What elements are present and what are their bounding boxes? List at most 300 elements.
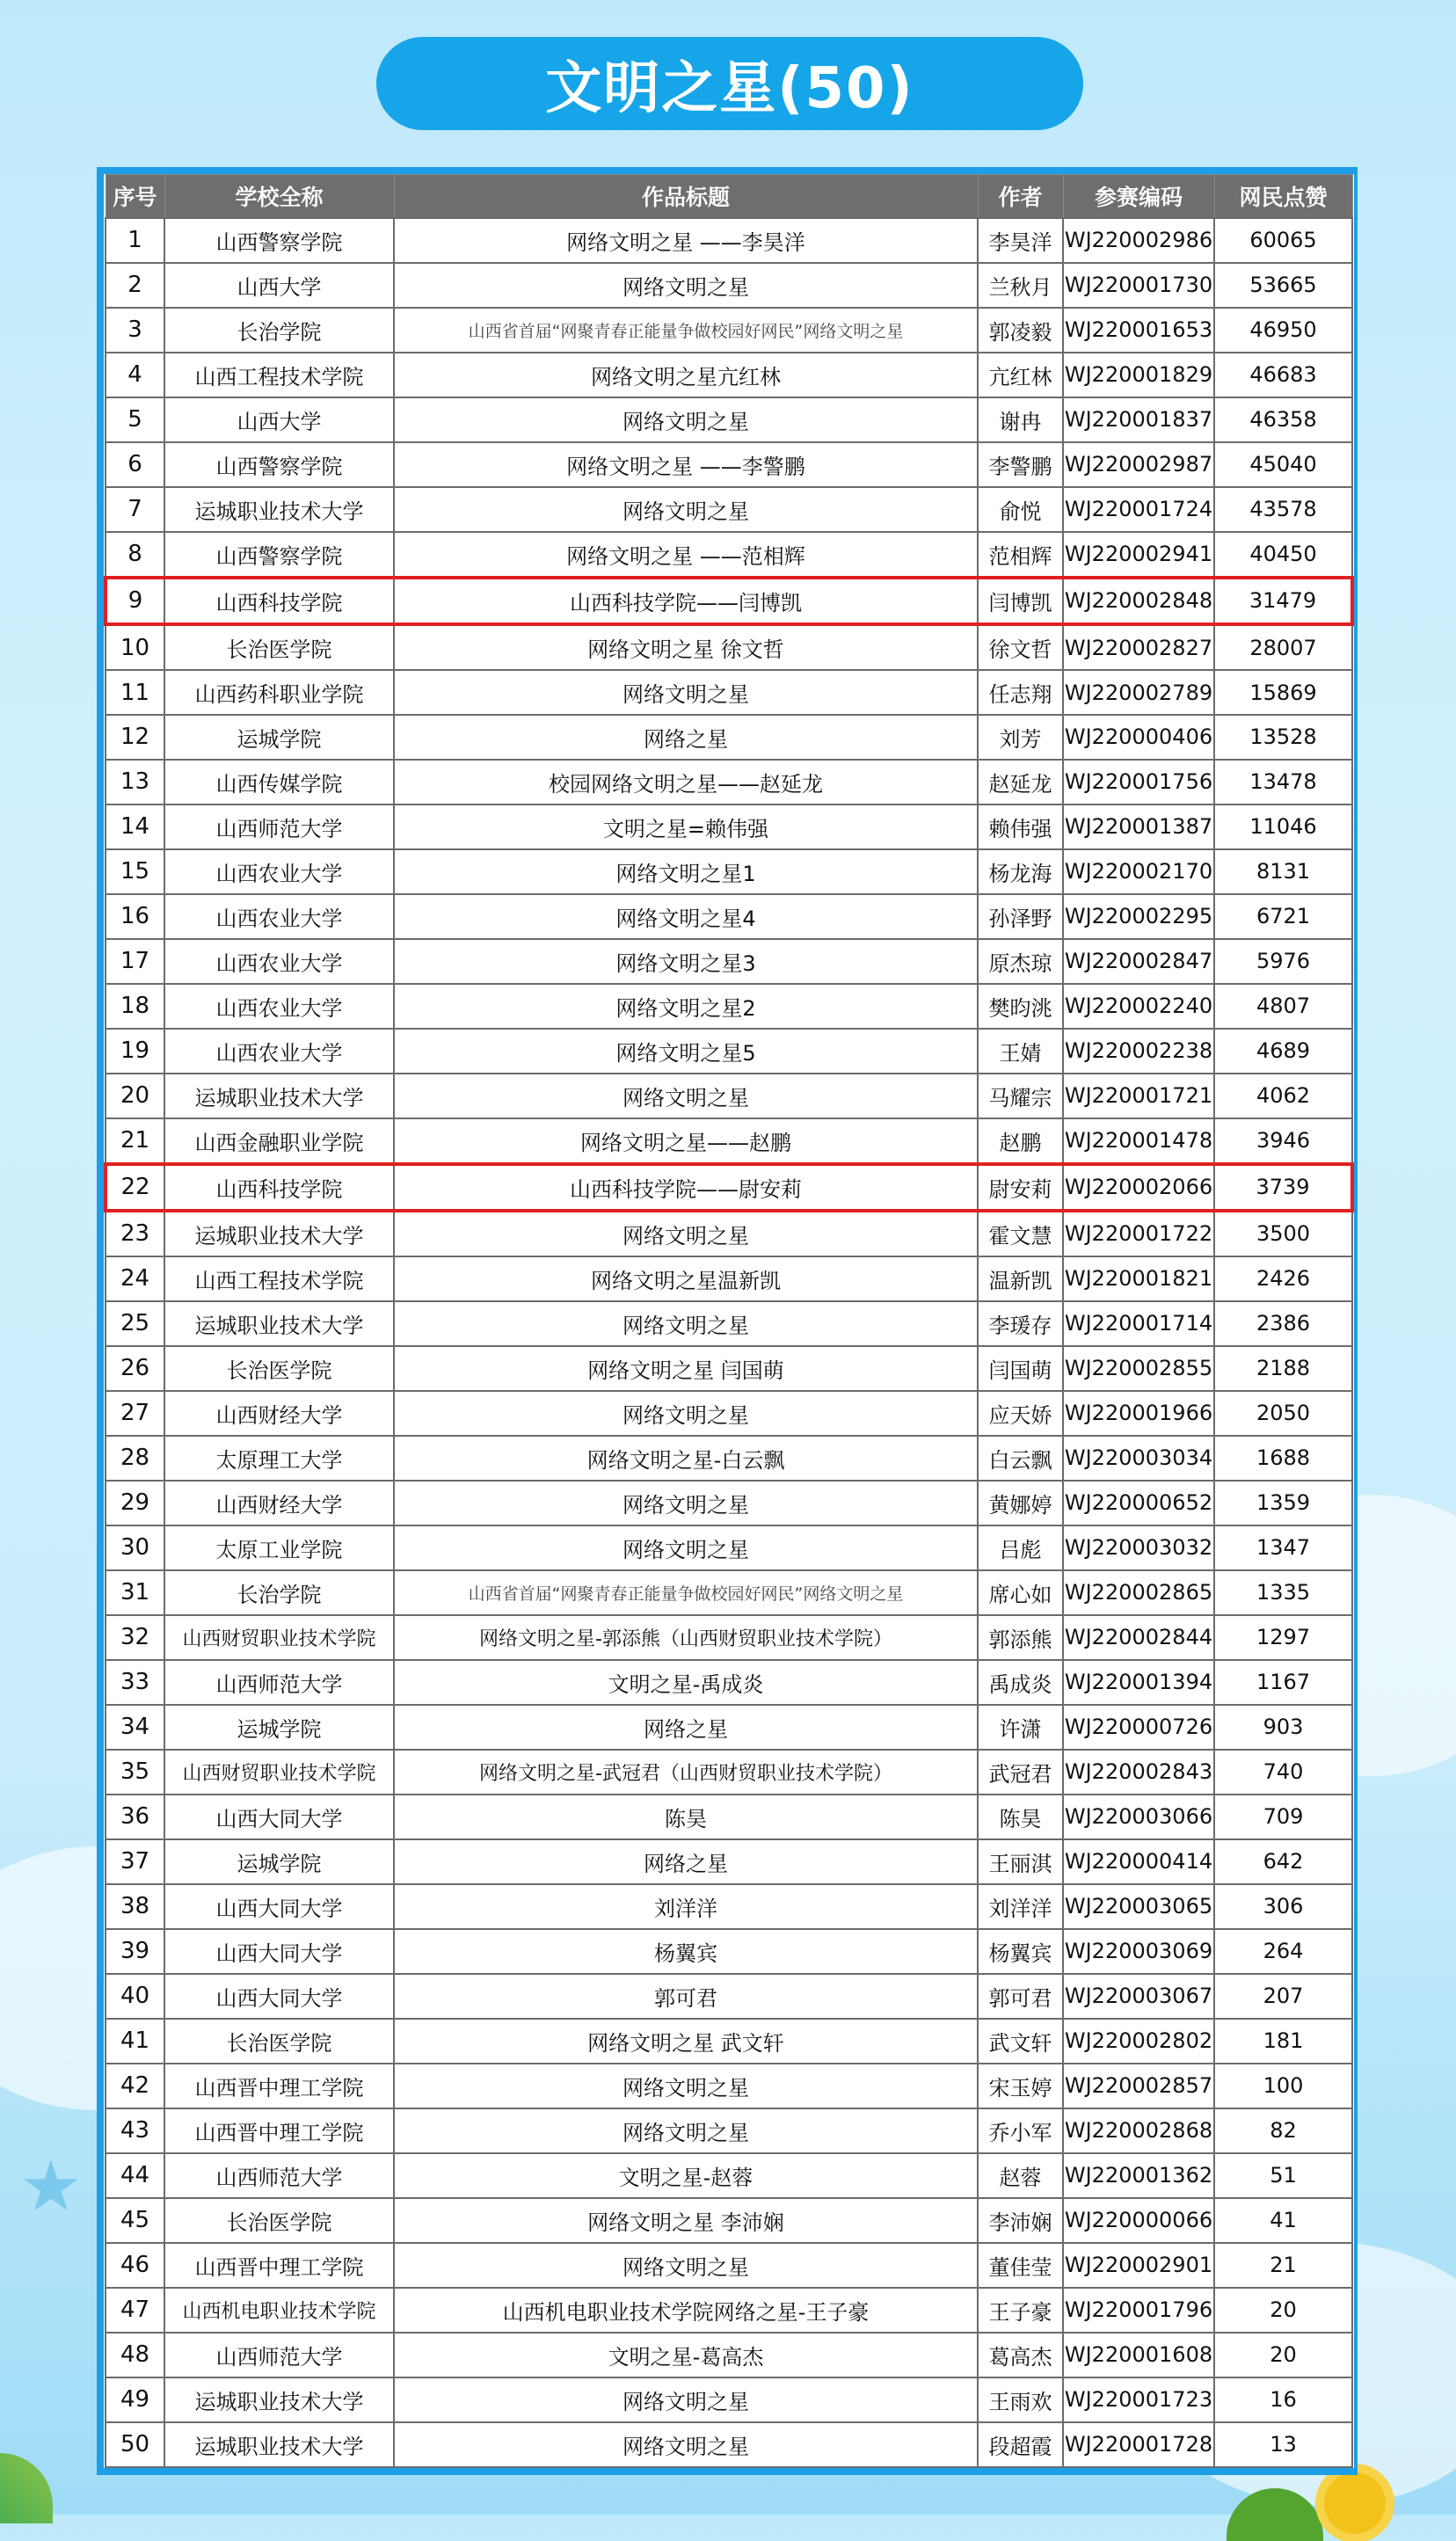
cell-no: 42 [106,2064,164,2108]
cell-no: 48 [106,2333,164,2377]
table-row [106,1211,1352,1256]
cell-school: 运城职业技术大学 [164,1074,394,1118]
cell-title: 网络文明之星 [394,1074,978,1118]
cell-likes: 53665 [1214,263,1352,308]
cell-likes: 2426 [1214,1256,1352,1301]
cell-school: 山西警察学院 [164,218,394,263]
cell-school: 太原理工大学 [164,1436,394,1481]
cell-school: 山西师范大学 [164,805,394,849]
cell-author: 段超霞 [978,2422,1063,2467]
table-row [106,442,1352,487]
cell-likes: 4689 [1214,1029,1352,1074]
header-no: 序号 [106,175,164,219]
cell-title: 网络文明之星5 [394,1029,978,1074]
table-row [106,624,1352,670]
cell-author: 王雨欢 [978,2377,1063,2422]
cell-code: WJ220002789 [1063,670,1214,715]
cell-likes: 100 [1214,2064,1352,2108]
cell-title: 网络文明之星 ——范相辉 [394,532,978,578]
cell-no: 31 [106,1570,164,1615]
cell-title: 文明之星-赵蓉 [394,2153,978,2198]
cell-title: 网络文明之星-白云飘 [394,1436,978,1481]
cell-code: WJ220002295 [1063,894,1214,939]
cell-school: 长治医学院 [164,1346,394,1391]
cell-school: 山西大同大学 [164,1974,394,2019]
table-row [106,1974,1352,2019]
cell-school: 山西财经大学 [164,1481,394,1525]
cell-author: 郭凌毅 [978,308,1063,353]
table-row [106,1301,1352,1346]
cell-school: 运城职业技术大学 [164,1211,394,1256]
cell-no: 27 [106,1391,164,1436]
cell-title: 网络文明之星 [394,263,978,308]
cell-code: WJ220002986 [1063,218,1214,263]
cell-school: 太原工业学院 [164,1525,394,1570]
cell-code: WJ220001730 [1063,263,1214,308]
cell-no: 33 [106,1660,164,1705]
cell-likes: 4807 [1214,984,1352,1029]
cell-title: 网络文明之星 [394,670,978,715]
cell-title: 网络文明之星-郭添熊（山西财贸职业技术学院） [394,1615,978,1660]
cell-code: WJ220001387 [1063,805,1214,849]
table-body [106,218,1352,2467]
cell-code: WJ220002941 [1063,532,1214,578]
cell-code: WJ220001478 [1063,1118,1214,1164]
table-row [106,1660,1352,1705]
table-row [106,1839,1352,1884]
cell-likes: 13478 [1214,760,1352,805]
cell-school: 山西财贸职业技术学院 [164,1615,394,1660]
cell-school: 山西师范大学 [164,2333,394,2377]
cell-likes: 1688 [1214,1436,1352,1481]
cell-no: 14 [106,805,164,849]
table-row [106,2377,1352,2422]
cell-likes: 181 [1214,2019,1352,2064]
cell-school: 山西金融职业学院 [164,1118,394,1164]
cell-no: 5 [106,397,164,442]
table-row [106,760,1352,805]
cell-school: 山西机电职业技术学院 [164,2288,394,2333]
cell-school: 山西工程技术学院 [164,353,394,397]
cell-code: WJ220000406 [1063,715,1214,760]
cell-author: 温新凯 [978,1256,1063,1301]
cell-author: 任志翔 [978,670,1063,715]
cell-school: 山西农业大学 [164,1029,394,1074]
table-row [106,532,1352,578]
cell-code: WJ220001756 [1063,760,1214,805]
cell-school: 长治学院 [164,308,394,353]
cell-school: 山西警察学院 [164,442,394,487]
cell-school: 山西农业大学 [164,849,394,894]
cell-author: 王子豪 [978,2288,1063,2333]
cell-title: 网络文明之星1 [394,849,978,894]
cell-title: 网络之星 [394,715,978,760]
cell-author: 闫国萌 [978,1346,1063,1391]
cell-code: WJ220001829 [1063,353,1214,397]
cell-author: 原杰琼 [978,939,1063,984]
cell-no: 24 [106,1256,164,1301]
table-row [106,1795,1352,1839]
cell-likes: 3946 [1214,1118,1352,1164]
cell-likes: 15869 [1214,670,1352,715]
cell-title: 刘洋洋 [394,1884,978,1929]
cell-likes: 740 [1214,1750,1352,1795]
cell-code: WJ220002901 [1063,2243,1214,2288]
cell-author: 刘芳 [978,715,1063,760]
cell-likes: 306 [1214,1884,1352,1929]
cell-author: 陈昊 [978,1795,1063,1839]
cell-author: 杨龙海 [978,849,1063,894]
cell-school: 山西大同大学 [164,1884,394,1929]
cell-title: 网络文明之星 [394,1391,978,1436]
cell-title: 山西省首届“网聚青春正能量争做校园好网民”网络文明之星 [394,308,978,353]
cell-likes: 2050 [1214,1391,1352,1436]
cell-code: WJ220001821 [1063,1256,1214,1301]
table-row [106,1118,1352,1164]
cell-title: 网络文明之星4 [394,894,978,939]
cell-title: 网络文明之星亢红林 [394,353,978,397]
cell-no: 43 [106,2108,164,2153]
cell-author: 樊昀洮 [978,984,1063,1029]
cell-school: 长治医学院 [164,624,394,670]
header-code: 参赛编码 [1063,175,1214,219]
cell-no: 8 [106,532,164,578]
page-title: 文明之星(50) [376,37,1083,130]
table-row [106,984,1352,1029]
cell-no: 15 [106,849,164,894]
table-row [106,805,1352,849]
cell-school: 山西科技学院 [164,578,394,624]
cell-no: 20 [106,1074,164,1118]
cell-title: 网络文明之星 [394,397,978,442]
cell-title: 文明之星=赖伟强 [394,805,978,849]
cell-likes: 4062 [1214,1074,1352,1118]
cell-no: 19 [106,1029,164,1074]
cell-code: WJ220001837 [1063,397,1214,442]
cell-title: 网络文明之星 [394,487,978,532]
cell-no: 47 [106,2288,164,2333]
cell-school: 山西师范大学 [164,1660,394,1705]
cell-author: 武文轩 [978,2019,1063,2064]
cell-code: WJ220003069 [1063,1929,1214,1974]
cell-author: 武冠君 [978,1750,1063,1795]
cell-author: 应天娇 [978,1391,1063,1436]
cell-school: 运城职业技术大学 [164,487,394,532]
cell-school: 山西农业大学 [164,939,394,984]
cell-code: WJ220002843 [1063,1750,1214,1795]
cell-author: 郭添熊 [978,1615,1063,1660]
cell-code: WJ220000652 [1063,1481,1214,1525]
cell-code: WJ220001723 [1063,2377,1214,2422]
cell-likes: 13 [1214,2422,1352,2467]
table-row [106,397,1352,442]
cell-author: 李警鹏 [978,442,1063,487]
cell-author: 李瑗存 [978,1301,1063,1346]
cell-likes: 40450 [1214,532,1352,578]
cell-no: 40 [106,1974,164,2019]
cell-author: 宋玉婷 [978,2064,1063,2108]
cell-likes: 2386 [1214,1301,1352,1346]
table-row [106,1256,1352,1301]
cell-no: 2 [106,263,164,308]
cell-title: 文明之星-葛高杰 [394,2333,978,2377]
cell-code: WJ220000414 [1063,1839,1214,1884]
cell-likes: 3739 [1214,1164,1352,1211]
table-row [106,1884,1352,1929]
cell-school: 山西农业大学 [164,894,394,939]
cell-no: 45 [106,2198,164,2243]
cell-title: 网络文明之星 [394,2377,978,2422]
cell-title: 杨翼宾 [394,1929,978,1974]
cell-likes: 41 [1214,2198,1352,2243]
cell-likes: 5976 [1214,939,1352,984]
cell-title: 网络文明之星 李沛娴 [394,2198,978,2243]
header-author: 作者 [978,175,1063,219]
cell-author: 闫博凯 [978,578,1063,624]
cell-no: 13 [106,760,164,805]
table-row [106,670,1352,715]
cell-code: WJ220001728 [1063,2422,1214,2467]
cell-code: WJ220003067 [1063,1974,1214,2019]
cell-no: 12 [106,715,164,760]
cell-no: 3 [106,308,164,353]
table-row [106,1750,1352,1795]
table-row [106,2108,1352,2153]
cell-school: 山西大同大学 [164,1795,394,1839]
cell-no: 11 [106,670,164,715]
cell-title: 网络文明之星 徐文哲 [394,624,978,670]
cell-school: 运城学院 [164,1705,394,1750]
table-row [106,1705,1352,1750]
cell-no: 41 [106,2019,164,2064]
cell-likes: 46683 [1214,353,1352,397]
cell-code: WJ220002238 [1063,1029,1214,1074]
cell-code: WJ220002868 [1063,2108,1214,2153]
cell-likes: 43578 [1214,487,1352,532]
cell-no: 6 [106,442,164,487]
cell-author: 马耀宗 [978,1074,1063,1118]
header-school: 学校全称 [164,175,394,219]
cell-likes: 11046 [1214,805,1352,849]
cell-code: WJ220003065 [1063,1884,1214,1929]
table-row [106,1436,1352,1481]
table-row [106,2019,1352,2064]
cell-no: 35 [106,1750,164,1795]
cell-code: WJ220002855 [1063,1346,1214,1391]
cell-no: 30 [106,1525,164,1570]
table-row [106,2422,1352,2467]
cell-school: 山西农业大学 [164,984,394,1029]
cell-school: 山西大学 [164,263,394,308]
cell-school: 山西大同大学 [164,1929,394,1974]
table-header-row [106,175,1352,219]
cell-no: 29 [106,1481,164,1525]
cell-title: 网络文明之星温新凯 [394,1256,978,1301]
cell-no: 44 [106,2153,164,2198]
table-row [106,849,1352,894]
cell-title: 网络文明之星3 [394,939,978,984]
cell-code: WJ220003034 [1063,1436,1214,1481]
cell-author: 吕彪 [978,1525,1063,1570]
cell-code: WJ220001721 [1063,1074,1214,1118]
cell-title: 校园网络文明之星——赵延龙 [394,760,978,805]
cell-likes: 207 [1214,1974,1352,2019]
cell-title: 网络文明之星2 [394,984,978,1029]
cell-no: 17 [106,939,164,984]
table-row [106,1570,1352,1615]
cell-no: 26 [106,1346,164,1391]
table-row [106,1525,1352,1570]
cell-title: 网络文明之星 [394,1211,978,1256]
table-row [106,2198,1352,2243]
cell-code: WJ220002802 [1063,2019,1214,2064]
cell-code: WJ220002987 [1063,442,1214,487]
table-row [106,894,1352,939]
cell-title: 网络文明之星 武文轩 [394,2019,978,2064]
table-row [106,353,1352,397]
cell-likes: 46358 [1214,397,1352,442]
cell-no: 16 [106,894,164,939]
cell-code: WJ220001608 [1063,2333,1214,2377]
cell-school: 山西警察学院 [164,532,394,578]
cell-school: 山西财经大学 [164,1391,394,1436]
cell-no: 4 [106,353,164,397]
cell-code: WJ220000726 [1063,1705,1214,1750]
cell-author: 席心如 [978,1570,1063,1615]
cell-author: 赵蓉 [978,2153,1063,2198]
cell-code: WJ220001724 [1063,487,1214,532]
cell-code: WJ220001653 [1063,308,1214,353]
table-row [106,2064,1352,2108]
cell-likes: 45040 [1214,442,1352,487]
table-row [106,2153,1352,2198]
cell-author: 乔小军 [978,2108,1063,2153]
cell-likes: 21 [1214,2243,1352,2288]
cell-likes: 60065 [1214,218,1352,263]
cell-title: 网络文明之星 [394,2422,978,2467]
star-decoration-icon: ★ [19,2145,83,2227]
cell-likes: 13528 [1214,715,1352,760]
cell-title: 山西科技学院——尉安莉 [394,1164,978,1211]
cell-author: 董佳莹 [978,2243,1063,2288]
cell-author: 黄娜婷 [978,1481,1063,1525]
table-row [106,2243,1352,2288]
cell-title: 网络文明之星 [394,2108,978,2153]
cell-title: 山西省首届“网聚青春正能量争做校园好网民”网络文明之星 [394,1570,978,1615]
cell-no: 22 [106,1164,164,1211]
cell-no: 38 [106,1884,164,1929]
cell-school: 长治学院 [164,1570,394,1615]
cell-title: 网络文明之星 [394,2064,978,2108]
cell-no: 39 [106,1929,164,1974]
cell-likes: 82 [1214,2108,1352,2153]
cell-school: 山西晋中理工学院 [164,2064,394,2108]
cell-author: 葛高杰 [978,2333,1063,2377]
cell-likes: 1347 [1214,1525,1352,1570]
cell-code: WJ220001722 [1063,1211,1214,1256]
cell-author: 李沛娴 [978,2198,1063,2243]
cell-title: 山西科技学院——闫博凯 [394,578,978,624]
cell-school: 山西传媒学院 [164,760,394,805]
cell-code: WJ220001394 [1063,1660,1214,1705]
table-row [106,1391,1352,1436]
table-row [106,1481,1352,1525]
cell-no: 7 [106,487,164,532]
cell-school: 长治医学院 [164,2198,394,2243]
cell-likes: 2188 [1214,1346,1352,1391]
cell-title: 网络文明之星 [394,2243,978,2288]
cell-author: 赵鹏 [978,1118,1063,1164]
cell-author: 尉安莉 [978,1164,1063,1211]
cell-title: 文明之星-禹成炎 [394,1660,978,1705]
cell-no: 9 [106,578,164,624]
cell-school: 运城职业技术大学 [164,2377,394,2422]
cell-likes: 20 [1214,2333,1352,2377]
cell-title: 郭可君 [394,1974,978,2019]
cell-code: WJ220001362 [1063,2153,1214,2198]
cell-code: WJ220002844 [1063,1615,1214,1660]
cell-author: 赵延龙 [978,760,1063,805]
cell-title: 陈昊 [394,1795,978,1839]
cell-school: 运城职业技术大学 [164,1301,394,1346]
table-row [106,2333,1352,2377]
cell-school: 山西晋中理工学院 [164,2108,394,2153]
cell-title: 网络之星 [394,1705,978,1750]
cell-author: 霍文慧 [978,1211,1063,1256]
cell-likes: 1335 [1214,1570,1352,1615]
cell-no: 25 [106,1301,164,1346]
cell-no: 34 [106,1705,164,1750]
cell-likes: 8131 [1214,849,1352,894]
cell-author: 王丽淇 [978,1839,1063,1884]
cell-code: WJ220003066 [1063,1795,1214,1839]
cell-code: WJ220002857 [1063,2064,1214,2108]
cell-no: 1 [106,218,164,263]
cell-school: 山西师范大学 [164,2153,394,2198]
cell-author: 赖伟强 [978,805,1063,849]
cell-title: 山西机电职业技术学院网络之星-王子豪 [394,2288,978,2333]
cell-school: 山西工程技术学院 [164,1256,394,1301]
cell-likes: 1359 [1214,1481,1352,1525]
cell-title: 网络之星 [394,1839,978,1884]
cell-likes: 264 [1214,1929,1352,1974]
cell-no: 23 [106,1211,164,1256]
cell-likes: 642 [1214,1839,1352,1884]
table-row [106,939,1352,984]
table-row [106,1929,1352,1974]
header-title: 作品标题 [394,175,978,219]
cell-likes: 903 [1214,1705,1352,1750]
cell-author: 白云飘 [978,1436,1063,1481]
cell-no: 46 [106,2243,164,2288]
cell-likes: 6721 [1214,894,1352,939]
cell-title: 网络文明之星 ——李警鹏 [394,442,978,487]
cell-likes: 28007 [1214,624,1352,670]
table-row [106,715,1352,760]
cell-author: 许潇 [978,1705,1063,1750]
cell-author: 杨翼宾 [978,1929,1063,1974]
cell-no: 50 [106,2422,164,2467]
cell-author: 徐文哲 [978,624,1063,670]
cell-school: 山西晋中理工学院 [164,2243,394,2288]
cell-title: 网络文明之星 闫国萌 [394,1346,978,1391]
table-row [106,578,1352,624]
cell-code: WJ220001966 [1063,1391,1214,1436]
cell-no: 10 [106,624,164,670]
cell-school: 运城学院 [164,1839,394,1884]
cell-title: 网络文明之星 [394,1525,978,1570]
cell-likes: 20 [1214,2288,1352,2333]
